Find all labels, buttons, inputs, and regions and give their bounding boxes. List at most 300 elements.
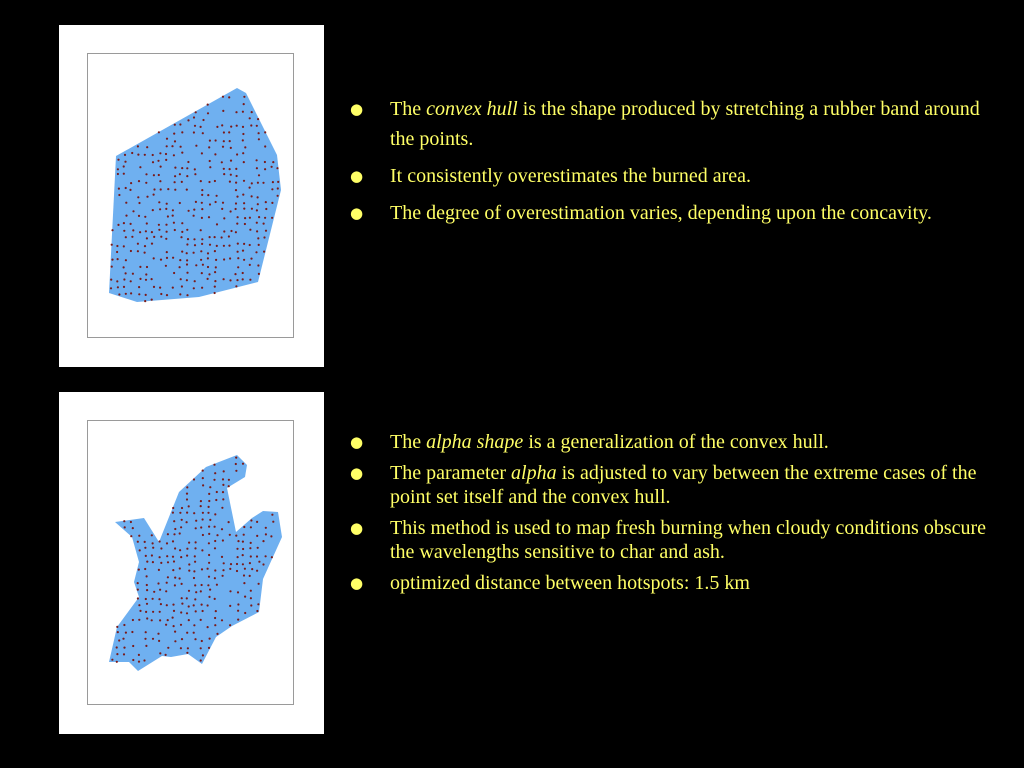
bullet-item: ● The degree of overestimation varies, depending upon the concavity. (350, 198, 1000, 228)
hotspot-point (209, 166, 211, 168)
hotspot-point (215, 266, 217, 268)
convex-hull-map (59, 25, 324, 367)
hotspot-point (249, 547, 251, 549)
hotspot-point (123, 165, 125, 167)
hotspot-point (193, 215, 195, 217)
hotspot-point (165, 624, 167, 626)
hotspot-point (186, 597, 188, 599)
hotspot-point (187, 119, 189, 121)
hotspot-point (173, 625, 175, 627)
hotspot-point (262, 540, 264, 542)
hotspot-point (237, 556, 239, 558)
hotspot-point (167, 215, 169, 217)
hotspot-point (200, 259, 202, 261)
hotspot-point (157, 633, 159, 635)
hotspot-point (258, 174, 260, 176)
hotspot-point (146, 222, 148, 224)
hotspot-point (243, 259, 245, 261)
hotspot-point (243, 574, 245, 576)
hotspot-point (262, 563, 264, 565)
hotspot-point (202, 654, 204, 656)
hotspot-point (200, 505, 202, 507)
hotspot-point (153, 194, 155, 196)
hotspot-point (187, 647, 189, 649)
hotspot-point (200, 126, 202, 128)
hotspot-point (125, 236, 127, 238)
hotspot-point (209, 638, 211, 640)
hotspot-point (174, 631, 176, 633)
hotspot-point (235, 463, 237, 465)
hotspot-point (201, 287, 203, 289)
hotspot-point (118, 293, 120, 295)
hotspot-point (174, 528, 176, 530)
hotspot-point (230, 563, 232, 565)
hotspot-point (208, 526, 210, 528)
hotspot-point (111, 229, 113, 231)
hotspot-point (263, 223, 265, 225)
hotspot-point (208, 596, 210, 598)
hotspot-point (258, 216, 260, 218)
hotspot-point (137, 196, 139, 198)
hotspot-point (130, 535, 132, 537)
alpha-shape-map (59, 392, 324, 734)
hotspot-point (208, 181, 210, 183)
hotspot-point (137, 145, 139, 147)
hotspot-point (271, 217, 273, 219)
hotspot-point (117, 286, 119, 288)
hotspot-point (230, 230, 232, 232)
hotspot-point (215, 201, 217, 203)
hotspot-point (223, 470, 225, 472)
alpha-shape-notes (350, 430, 1000, 602)
hotspot-point (215, 259, 217, 261)
hotspot-point (223, 562, 225, 564)
hotspot-point (228, 479, 230, 481)
hotspot-point (223, 230, 225, 232)
hotspot-point (200, 526, 202, 528)
hotspot-point (193, 604, 195, 606)
hotspot-point (216, 223, 218, 225)
hotspot-point (116, 661, 118, 663)
hotspot-point (158, 201, 160, 203)
hotspot-point (194, 168, 196, 170)
hotspot-point (251, 568, 253, 570)
hotspot-point (249, 264, 251, 266)
hotspot-point (174, 140, 176, 142)
hotspot-point (117, 224, 119, 226)
hotspot-point (132, 619, 134, 621)
hotspot-point (193, 116, 195, 118)
hotspot-point (180, 647, 182, 649)
hotspot-point (144, 638, 146, 640)
hotspot-point (242, 563, 244, 565)
hotspot-point (207, 568, 209, 570)
hotspot-point (118, 194, 120, 196)
hotspot-point (193, 287, 195, 289)
hotspot-point (243, 96, 245, 98)
hotspot-point (188, 563, 190, 565)
hotspot-point (216, 534, 218, 536)
hotspot-point (139, 610, 141, 612)
hotspot-point (123, 286, 125, 288)
hotspot-point (123, 173, 125, 175)
hotspot-point (173, 560, 175, 562)
hotspot-point (174, 577, 176, 579)
hotspot-point (123, 520, 125, 522)
hotspot-point (243, 526, 245, 528)
hotspot-point (202, 477, 204, 479)
hotspot-point (256, 555, 258, 557)
hotspot-point (165, 153, 167, 155)
hotspot-point (172, 604, 174, 606)
hotspot-point (249, 229, 251, 231)
hotspot-point (186, 555, 188, 557)
hotspot-point (202, 470, 204, 472)
hotspot-point (251, 111, 253, 113)
hotspot-point (209, 140, 211, 142)
hotspot-point (117, 168, 119, 170)
hotspot-point (235, 168, 237, 170)
hotspot-point (258, 273, 260, 275)
hotspot-point (215, 499, 217, 501)
hotspot-point (235, 202, 237, 204)
hotspot-point (272, 181, 274, 183)
hotspot-point (229, 568, 231, 570)
hotspot-point (123, 278, 125, 280)
hotspot-point (146, 603, 148, 605)
hotspot-point (138, 654, 140, 656)
hotspot-point (243, 208, 245, 210)
hotspot-point (201, 584, 203, 586)
hotspot-point (229, 279, 231, 281)
hotspot-point (209, 486, 211, 488)
hotspot-point (202, 610, 204, 612)
hotspot-point (242, 541, 244, 543)
hotspot-point (159, 180, 161, 182)
hotspot-point (271, 166, 273, 168)
convex-hull-polygon (109, 88, 281, 302)
hotspot-point (263, 251, 265, 253)
hotspot-point (222, 478, 224, 480)
hotspot-point (271, 188, 273, 190)
hotspot-point (172, 569, 174, 571)
hotspot-point (229, 168, 231, 170)
hotspot-point (271, 514, 273, 516)
hotspot-point (186, 175, 188, 177)
hotspot-point (222, 569, 224, 571)
hotspot-point (242, 463, 244, 465)
hotspot-point (228, 245, 230, 247)
hotspot-point (131, 152, 133, 154)
hotspot-point (146, 575, 148, 577)
hotspot-point (152, 547, 154, 549)
hotspot-point (201, 217, 203, 219)
hotspot-point (172, 617, 174, 619)
hotspot-point (223, 168, 225, 170)
hotspot-point (242, 278, 244, 280)
hotspot-point (257, 182, 259, 184)
hotspot-point (209, 519, 211, 521)
hotspot-point (186, 498, 188, 500)
hotspot-point (174, 189, 176, 191)
hotspot-point (180, 624, 182, 626)
hotspot-point (186, 263, 188, 265)
hotspot-point (167, 188, 169, 190)
hotspot-point (249, 187, 251, 189)
hotspot-point (229, 590, 231, 592)
hotspot-point (118, 188, 120, 190)
hotspot-point (251, 182, 253, 184)
hotspot-point (116, 626, 118, 628)
hotspot-point (174, 229, 176, 231)
hotspot-point (145, 230, 147, 232)
hotspot-point (186, 243, 188, 245)
hotspot-point (116, 251, 118, 253)
hotspot-point (166, 542, 168, 544)
hotspot-point (200, 619, 202, 621)
hotspot-point (151, 619, 153, 621)
hotspot-point (139, 166, 141, 168)
hotspot-point (111, 659, 113, 661)
hotspot-point (255, 251, 257, 253)
hotspot-point (137, 597, 139, 599)
hotspot-point (138, 619, 140, 621)
hotspot-point (201, 152, 203, 154)
hotspot-point (186, 279, 188, 281)
hotspot-point (194, 561, 196, 563)
hotspot-point (138, 535, 140, 537)
hotspot-point (160, 259, 162, 261)
hotspot-point (137, 541, 139, 543)
hotspot-point (124, 154, 126, 156)
hotspot-point (181, 597, 183, 599)
hotspot-point (146, 196, 148, 198)
hotspot-point (179, 123, 181, 125)
hotspot-point (236, 196, 238, 198)
hotspot-point (188, 210, 190, 212)
hotspot-point (221, 507, 223, 509)
hotspot-point (237, 540, 239, 542)
hotspot-point (228, 485, 230, 487)
hotspot-point (207, 626, 209, 628)
hotspot-point (194, 125, 196, 127)
hotspot-point (151, 243, 153, 245)
hotspot-point (249, 244, 251, 246)
hotspot-point (131, 236, 133, 238)
hotspot-point (117, 159, 119, 161)
hotspot-point (200, 590, 202, 592)
hotspot-point (242, 133, 244, 135)
hotspot-point (125, 632, 127, 634)
hotspot-point (195, 201, 197, 203)
hotspot-point (167, 647, 169, 649)
hotspot-point (110, 287, 112, 289)
hotspot-point (194, 173, 196, 175)
hotspot-point (117, 258, 119, 260)
hotspot-point (214, 236, 216, 238)
hotspot-point (208, 647, 210, 649)
hotspot-point (181, 131, 183, 133)
hotspot-point (111, 244, 113, 246)
hotspot-point (208, 273, 210, 275)
hotspot-point (237, 266, 239, 268)
hotspot-point (264, 145, 266, 147)
hotspot-point (151, 231, 153, 233)
hotspot-point (181, 603, 183, 605)
hotspot-point (166, 251, 168, 253)
hotspot-point (250, 124, 252, 126)
hotspot-point (172, 209, 174, 211)
hotspot-point (223, 245, 225, 247)
hotspot-point (125, 293, 127, 295)
bullet-item: ● It consistently overestimates the burned area. (350, 161, 1000, 191)
hotspot-point (214, 180, 216, 182)
hotspot-point (236, 125, 238, 127)
hotspot-point (244, 146, 246, 148)
hotspot-point (208, 146, 210, 148)
hotspot-point (258, 138, 260, 140)
hotspot-point (264, 131, 266, 133)
hotspot-point (165, 159, 167, 161)
hotspot-point (151, 278, 153, 280)
hotspot-point (201, 202, 203, 204)
hotspot-point (244, 223, 246, 225)
hotspot-point (272, 521, 274, 523)
hotspot-point (250, 542, 252, 544)
hotspot-point (257, 196, 259, 198)
hotspot-point (242, 272, 244, 274)
hotspot-point (159, 619, 161, 621)
hotspot-point (208, 562, 210, 564)
hotspot-point (209, 203, 211, 205)
hotspot-point (181, 285, 183, 287)
hotspot-point (166, 145, 168, 147)
hotspot-point (180, 611, 182, 613)
hotspot-point (186, 229, 188, 231)
hotspot-point (207, 112, 209, 114)
hotspot-point (181, 519, 183, 521)
hotspot-point (208, 542, 210, 544)
bullet-item: ● The parameter alpha is adjusted to vary between the extreme cases of the point set itself and the convex hull. (350, 462, 977, 508)
hotspot-point (194, 598, 196, 600)
hotspot-point (186, 548, 188, 550)
hotspot-point (159, 540, 161, 542)
hotspot-point (193, 209, 195, 211)
hotspot-point (160, 293, 162, 295)
hotspot-point (221, 161, 223, 163)
hotspot-point (222, 146, 224, 148)
hotspot-point (200, 229, 202, 231)
hotspot-point (228, 131, 230, 133)
hotspot-point (193, 624, 195, 626)
hotspot-point (244, 612, 246, 614)
hotspot-point (124, 526, 126, 528)
hotspot-point (116, 245, 118, 247)
hotspot-point (139, 266, 141, 268)
hotspot-point (146, 589, 148, 591)
hotspot-point (131, 631, 133, 633)
hotspot-point (116, 280, 118, 282)
hotspot-point (152, 154, 154, 156)
hotspot-point (194, 244, 196, 246)
hotspot-point (138, 604, 140, 606)
hotspot-point (179, 567, 181, 569)
hotspot-point (207, 104, 209, 106)
hotspot-point (159, 652, 161, 654)
hotspot-point (228, 235, 230, 237)
hotspot-point (221, 124, 223, 126)
hotspot-point (160, 603, 162, 605)
hotspot-point (258, 132, 260, 134)
hotspot-point (193, 512, 195, 514)
hotspot-point (207, 584, 209, 586)
hotspot-point (235, 208, 237, 210)
hotspot-point (229, 534, 231, 536)
hotspot-point (181, 181, 183, 183)
hotspot-point (200, 659, 202, 661)
hotspot-point (151, 534, 153, 536)
hotspot-point (180, 526, 182, 528)
hotspot-point (256, 230, 258, 232)
hotspot-point (242, 194, 244, 196)
hotspot-point (158, 569, 160, 571)
hotspot-point (157, 160, 159, 162)
hotspot-point (214, 271, 216, 273)
hotspot-point (230, 147, 232, 149)
hotspot-point (237, 610, 239, 612)
hotspot-point (235, 285, 237, 287)
hotspot-point (132, 229, 134, 231)
hotspot-point (209, 236, 211, 238)
bullet-icon: ● (350, 519, 364, 537)
hotspot-point (144, 300, 146, 302)
hotspot-point (117, 631, 119, 633)
hotspot-point (151, 554, 153, 556)
hotspot-point (237, 251, 239, 253)
hotspot-point (257, 603, 259, 605)
hotspot-point (130, 292, 132, 294)
hotspot-point (207, 266, 209, 268)
hotspot-point (181, 152, 183, 154)
hotspot-point (216, 126, 218, 128)
hotspot-point (159, 611, 161, 613)
hotspot-point (181, 167, 183, 169)
hotspot-point (201, 568, 203, 570)
hotspot-point (174, 584, 176, 586)
hotspot-point (257, 264, 259, 266)
hotspot-point (256, 209, 258, 211)
hotspot-point (242, 250, 244, 252)
hotspot-point (251, 195, 253, 197)
hotspot-point (235, 535, 237, 537)
hotspot-point (195, 111, 197, 113)
bullet-icon: ● (350, 574, 364, 592)
hotspot-point (180, 236, 182, 238)
hotspot-point (265, 527, 267, 529)
hotspot-point (222, 484, 224, 486)
hotspot-point (222, 575, 224, 577)
hotspot-point (179, 577, 181, 579)
hotspot-point (145, 294, 147, 296)
hotspot-point (186, 272, 188, 274)
hotspot-point (138, 569, 140, 571)
hotspot-point (271, 556, 273, 558)
hotspot-point (158, 174, 160, 176)
hotspot-point (235, 189, 237, 191)
hotspot-point (186, 259, 188, 261)
hotspot-point (123, 230, 125, 232)
hotspot-point (230, 160, 232, 162)
